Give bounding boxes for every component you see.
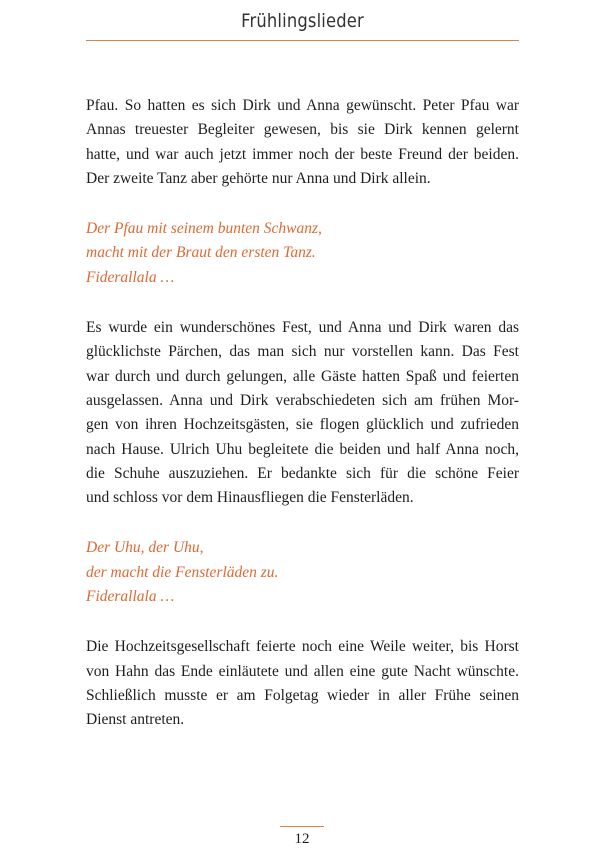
- text-line: und schloss vor dem Hinausfliegen die Fensterläden.: [86, 489, 414, 507]
- text-line: nach Hause. Ulrich Uhu begleitete die beiden und half Anna noch,: [86, 440, 519, 458]
- running-header: [86, 6, 519, 41]
- verse-stanza: [86, 217, 519, 290]
- text-line: Es wurde ein wunderschönes Fest, und Anna und Dirk waren das: [86, 319, 519, 337]
- text-line: glücklichste Pärchen, das man sich nur vorstellen kann. Das Fest: [86, 343, 519, 361]
- verse-line: Fiderallala …: [86, 268, 175, 286]
- text-line: Die Hochzeitsgesellschaft feierte noch eine Weile weiter, bis Horst: [86, 638, 519, 656]
- text-line: die Schuhe auszuziehen. Er bedankte sich für die schöne Feier: [86, 464, 519, 482]
- verse-line: Der Uhu, der Uhu,: [86, 539, 204, 557]
- text-line: von Hahn das Ende einläutete und allen eine gute Nacht wünschte.: [86, 662, 519, 680]
- text-line: Der zweite Tanz aber gehörte nur Anna und Dirk allein.: [86, 169, 431, 187]
- page-body: [86, 94, 519, 733]
- verse-line: macht mit der Braut den ersten Tanz.: [86, 244, 316, 262]
- text-line: hatte, und war auch jetzt immer noch der beste Freund der beiden.: [86, 145, 519, 163]
- verse-line: Der Pfau mit seinem bunten Schwanz,: [86, 220, 322, 238]
- text-line: Dienst antreten.: [86, 711, 185, 729]
- running-header-title: Frühlingslieder: [241, 10, 364, 32]
- text-line: Annas treuester Begleiter gewesen, bis sie Dirk kennen gelernt: [86, 121, 519, 139]
- text-line: Pfau. So hatten es sich Dirk und Anna gewünscht. Peter Pfau war: [86, 97, 519, 114]
- verse-line: Fiderallala …: [86, 588, 175, 606]
- paragraph: [86, 94, 519, 191]
- page-number: 12: [294, 831, 310, 847]
- text-line: Schließlich musste er am Folgetag wieder in aller Frühe seinen: [86, 686, 519, 704]
- footer-divider: [280, 826, 324, 827]
- paragraph: [86, 316, 519, 510]
- verse-line: der macht die Fensterläden zu.: [86, 563, 279, 581]
- text-line: gen von ihren Hochzeitsgästen, sie flogen glücklich und zufrieden: [86, 416, 519, 434]
- verse-stanza: [86, 536, 519, 609]
- text-line: war durch und durch gelungen, alle Gäste hatten Spaß und feierten: [86, 367, 519, 385]
- text-line: ausgelassen. Anna und Dirk verabschiedeten sich am frühen Mor-: [86, 391, 519, 409]
- paragraph: [86, 635, 519, 732]
